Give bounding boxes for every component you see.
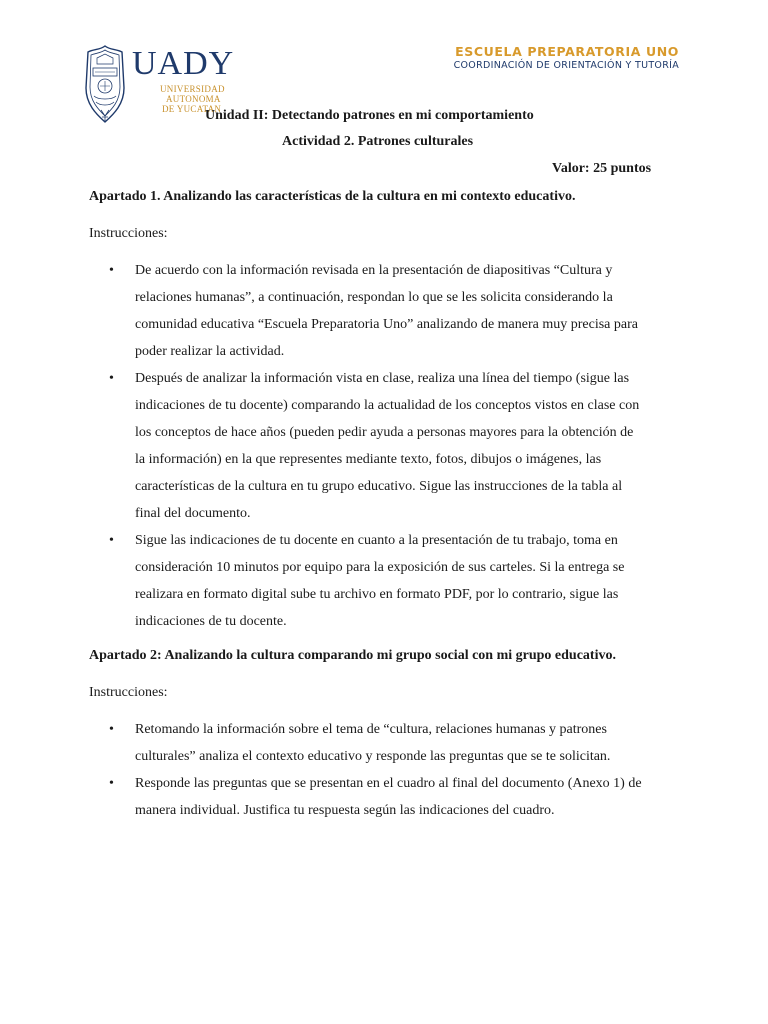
section-2-instructions-wrap	[89, 679, 684, 706]
logo-subtitle-line: AUTONOMA	[166, 94, 221, 104]
activity-title: Actividad 2. Patrones culturales	[282, 134, 474, 149]
list-item-line: Sigue las indicaciones de tu docente en cuanto a la presentación de tu trabajo, toma en	[135, 533, 618, 548]
list-item-line: características de la cultura en tu grupo educativo. Sigue las instrucciones de la tabla al	[135, 479, 623, 494]
list-item-line: los conceptos de hace años (pueden pedir ayuda a personas mayores para la obtención de	[135, 425, 634, 440]
bullet-icon: •	[109, 776, 114, 791]
list-item-line: Responde las preguntas que se presentan en el cuadro al final del documento (Anexo 1) de	[135, 776, 642, 791]
list-item-line: De acuerdo con la información revisada en la presentación de diapositivas “Cultura y	[135, 263, 613, 278]
section-1-list	[89, 257, 689, 635]
list-item	[89, 716, 689, 770]
list-item	[89, 257, 689, 365]
logo-subtitle-line: DE YUCATAN	[162, 104, 222, 114]
bullet-icon: •	[109, 722, 114, 737]
list-item	[89, 527, 689, 635]
list-item-line: culturales” analiza el contexto educativo y responde las preguntas que se te solicitan.	[135, 749, 611, 764]
list-item-line: comunidad educativa “Escuela Preparatoria Uno” analizando de manera muy precisa para	[135, 317, 638, 332]
list-item-line: indicaciones de tu docente) comparando la actualidad de los conceptos vistos en clase con	[135, 398, 640, 413]
list-item-line: realizara en formato digital sube tu archivo en formato PDF, por lo contrario, sigue las	[135, 587, 619, 602]
school-name: ESCUELA PREPARATORIA UNO	[455, 44, 679, 59]
logo-subtitle-line: UNIVERSIDAD	[160, 84, 225, 94]
bullet-icon: •	[109, 263, 114, 278]
section-1-instructions-wrap	[89, 220, 684, 247]
list-item-line: indicaciones de tu docente.	[135, 614, 287, 629]
list-item-line: poder realizar la actividad.	[135, 344, 285, 359]
list-item	[89, 365, 689, 527]
logo-wordmark: UADY	[132, 45, 235, 82]
section-1-instructions-label: Instrucciones:	[89, 226, 168, 241]
unit-title: Unidad II: Detectando patrones en mi comportamiento	[205, 108, 534, 123]
list-item-line: Después de analizar la información vista en clase, realiza una línea del tiempo (sigue las	[135, 371, 630, 386]
university-seal-icon	[80, 44, 130, 124]
section-2-instructions-label: Instrucciones:	[89, 685, 168, 700]
bullet-icon: •	[109, 371, 114, 386]
school-header	[454, 44, 679, 72]
list-item-line: final del documento.	[135, 506, 251, 521]
section-1-heading-wrap	[89, 183, 699, 210]
list-item-line: manera individual. Justifica tu respuesta según las indicaciones del cuadro.	[135, 803, 555, 818]
department-name: COORDINACIÓN DE ORIENTACIÓN Y TUTORÍA	[453, 60, 679, 71]
value-points: Valor: 25 puntos	[552, 161, 652, 176]
list-item-line: Retomando la información sobre el tema de “cultura, relaciones humanas y patrones	[135, 722, 607, 737]
section-2-heading-wrap	[89, 642, 699, 669]
list-item	[89, 770, 689, 824]
section-1-heading: Apartado 1. Analizando las características de la cultura en mi contexto educativo.	[89, 189, 576, 204]
section-2-heading: Apartado 2: Analizando la cultura comparando mi grupo social con mi grupo educativo.	[89, 648, 616, 663]
list-item-line: relaciones humanas”, a continuación, respondan lo que se les solicita considerando la	[135, 290, 613, 305]
list-item-line: consideración 10 minutos por equipo para la exposición de sus carteles. Si la entrega se	[135, 560, 625, 575]
section-2-list	[89, 716, 689, 824]
list-item-line: la información) en la que representes mediante texto, fotos, dibujos o imágenes, las	[135, 452, 602, 467]
bullet-icon: •	[109, 533, 114, 548]
